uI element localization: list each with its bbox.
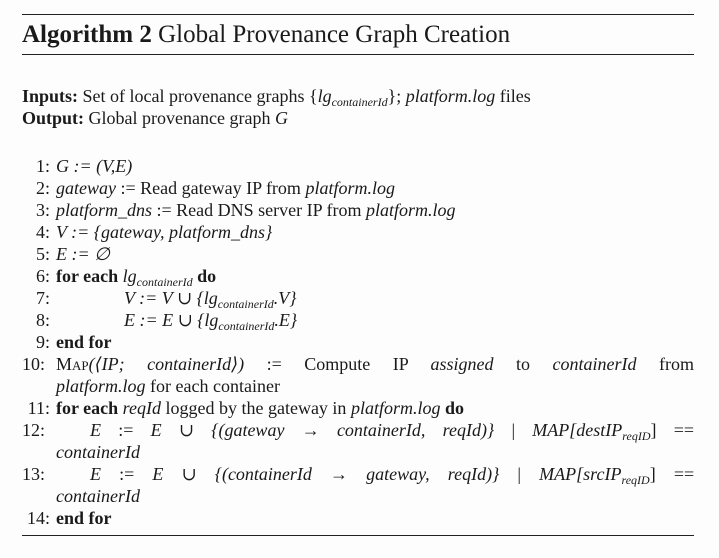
line-12: [22, 419, 694, 441]
line-1: [22, 155, 694, 177]
title-rule: [22, 54, 694, 55]
line-text: E: [152, 464, 164, 484]
line-text: Compute: [304, 354, 371, 374]
line-text: |: [511, 420, 516, 440]
line-4: [22, 221, 694, 243]
line-sub: reqID: [622, 429, 651, 443]
line-number: 3:: [35, 200, 50, 220]
line-14: [22, 507, 694, 529]
line-13: [22, 463, 694, 485]
line-text: .V}: [273, 288, 297, 308]
line-text: ∪: [178, 420, 194, 440]
inputs-text-2: };: [387, 86, 402, 106]
line-var: gateway: [56, 178, 116, 198]
line-text: →: [301, 420, 320, 440]
line-text: MAP[srcIP: [539, 464, 622, 484]
keyword: for each: [56, 266, 119, 286]
line-number: 8:: [35, 310, 50, 330]
inputs-var: lg: [317, 86, 332, 106]
inputs-text: Set of local provenance graphs {: [82, 86, 318, 106]
line-text: E := E ∪ {lg: [124, 310, 219, 330]
line-var: lg: [122, 266, 137, 286]
keyword: do: [197, 266, 217, 286]
line-text: G := (V,E): [56, 156, 133, 176]
output-var: G: [274, 108, 288, 128]
line-text: logged by the gateway in: [160, 398, 351, 418]
line-text: |: [517, 464, 522, 484]
output-line: [22, 107, 694, 129]
keyword: for each: [56, 398, 119, 418]
line-text: containerId: [56, 486, 140, 506]
line-sub: containerId: [217, 297, 274, 311]
algorithm-block: [22, 14, 694, 536]
algorithm-label: Algorithm 2: [22, 21, 152, 48]
line-number: 4:: [35, 222, 50, 242]
line-number: 6:: [35, 266, 50, 286]
line-13-continued: [22, 485, 694, 507]
algorithm-title: [22, 15, 694, 54]
inputs-sub: containerId: [331, 95, 388, 109]
line-5: [22, 243, 694, 265]
line-text: from: [659, 354, 694, 374]
line-2: [22, 177, 694, 199]
line-text: E: [90, 464, 101, 484]
line-number: 1:: [35, 156, 50, 176]
line-number: 5:: [35, 244, 50, 264]
line-text: to: [516, 354, 531, 374]
bottom-rule: [22, 535, 694, 536]
line-number: 2:: [35, 178, 50, 198]
line-10-continued: [22, 375, 694, 397]
line-text: V := V ∪ {lg: [124, 288, 218, 308]
line-11: [22, 397, 694, 419]
line-text: .E}: [274, 310, 298, 330]
line-text: IP: [392, 354, 409, 374]
inputs-label: Inputs:: [22, 86, 79, 106]
line-9: [22, 331, 694, 353]
line-3: [22, 199, 694, 221]
line-var: reqId: [122, 398, 161, 418]
line-text: ]: [649, 464, 656, 484]
keyword: end for: [56, 332, 112, 352]
line-text: →: [330, 464, 349, 484]
line-file: platform.log: [56, 376, 146, 396]
inputs-text-3: files: [495, 86, 531, 106]
line-number: 7:: [35, 288, 50, 308]
line-text: :=: [119, 464, 135, 484]
inputs-file: platform.log: [405, 86, 496, 106]
line-text: V := {gateway, platform_dns}: [56, 222, 273, 242]
line-8: [22, 309, 694, 331]
algorithm-name: Global Provenance Graph Creation: [158, 21, 511, 48]
line-text: containerId: [56, 442, 140, 462]
line-text: ∪: [181, 464, 197, 484]
line-var: platform_dns: [56, 200, 153, 220]
keyword: do: [444, 398, 464, 418]
line-text: MAP[destIP: [532, 420, 623, 440]
line-number: 9:: [35, 332, 50, 352]
line-text: ==: [673, 420, 695, 440]
algorithm-lines: [22, 155, 694, 529]
line-number: 10:: [22, 354, 46, 374]
output-text: Global provenance graph: [88, 108, 275, 128]
line-text: containerId: [552, 354, 637, 374]
line-text: := Read gateway IP from: [116, 178, 306, 198]
line-text: for each container: [145, 376, 280, 396]
line-text: containerId, reqId)}: [336, 420, 495, 440]
line-text: :=: [118, 420, 134, 440]
line-text: ]: [650, 420, 657, 440]
line-number: 12:: [22, 420, 46, 440]
line-file: platform.log: [305, 178, 395, 198]
line-text: E := ∅: [56, 244, 110, 264]
line-text: assigned: [430, 354, 494, 374]
io-section: [22, 85, 694, 129]
line-7: [22, 287, 694, 309]
line-sub: containerId: [218, 319, 275, 333]
line-number: 13:: [22, 464, 46, 484]
output-label: Output:: [22, 108, 85, 128]
line-12-continued: [22, 441, 694, 463]
line-file: platform.log: [365, 200, 456, 220]
line-file: platform.log: [350, 398, 441, 418]
line-text: E: [150, 420, 162, 440]
line-number: 14:: [26, 508, 50, 528]
line-sub: containerId: [136, 275, 193, 289]
inputs-line: [22, 85, 694, 107]
line-text: := Read DNS server IP from: [152, 200, 366, 220]
line-text: E: [90, 420, 101, 440]
line-text: ==: [673, 464, 695, 484]
line-10: [22, 353, 694, 375]
line-text: {(containerId: [214, 464, 312, 484]
line-text: {(gateway: [211, 420, 285, 440]
line-number: 11:: [27, 398, 50, 418]
keyword: end for: [56, 508, 112, 528]
function-name: Map: [56, 354, 89, 374]
function-args: (⟨IP; containerId⟩): [88, 354, 245, 374]
line-6: [22, 265, 694, 287]
line-sub: reqID: [621, 473, 650, 487]
line-text: :=: [266, 354, 282, 374]
line-text: gateway, reqId)}: [366, 464, 500, 484]
